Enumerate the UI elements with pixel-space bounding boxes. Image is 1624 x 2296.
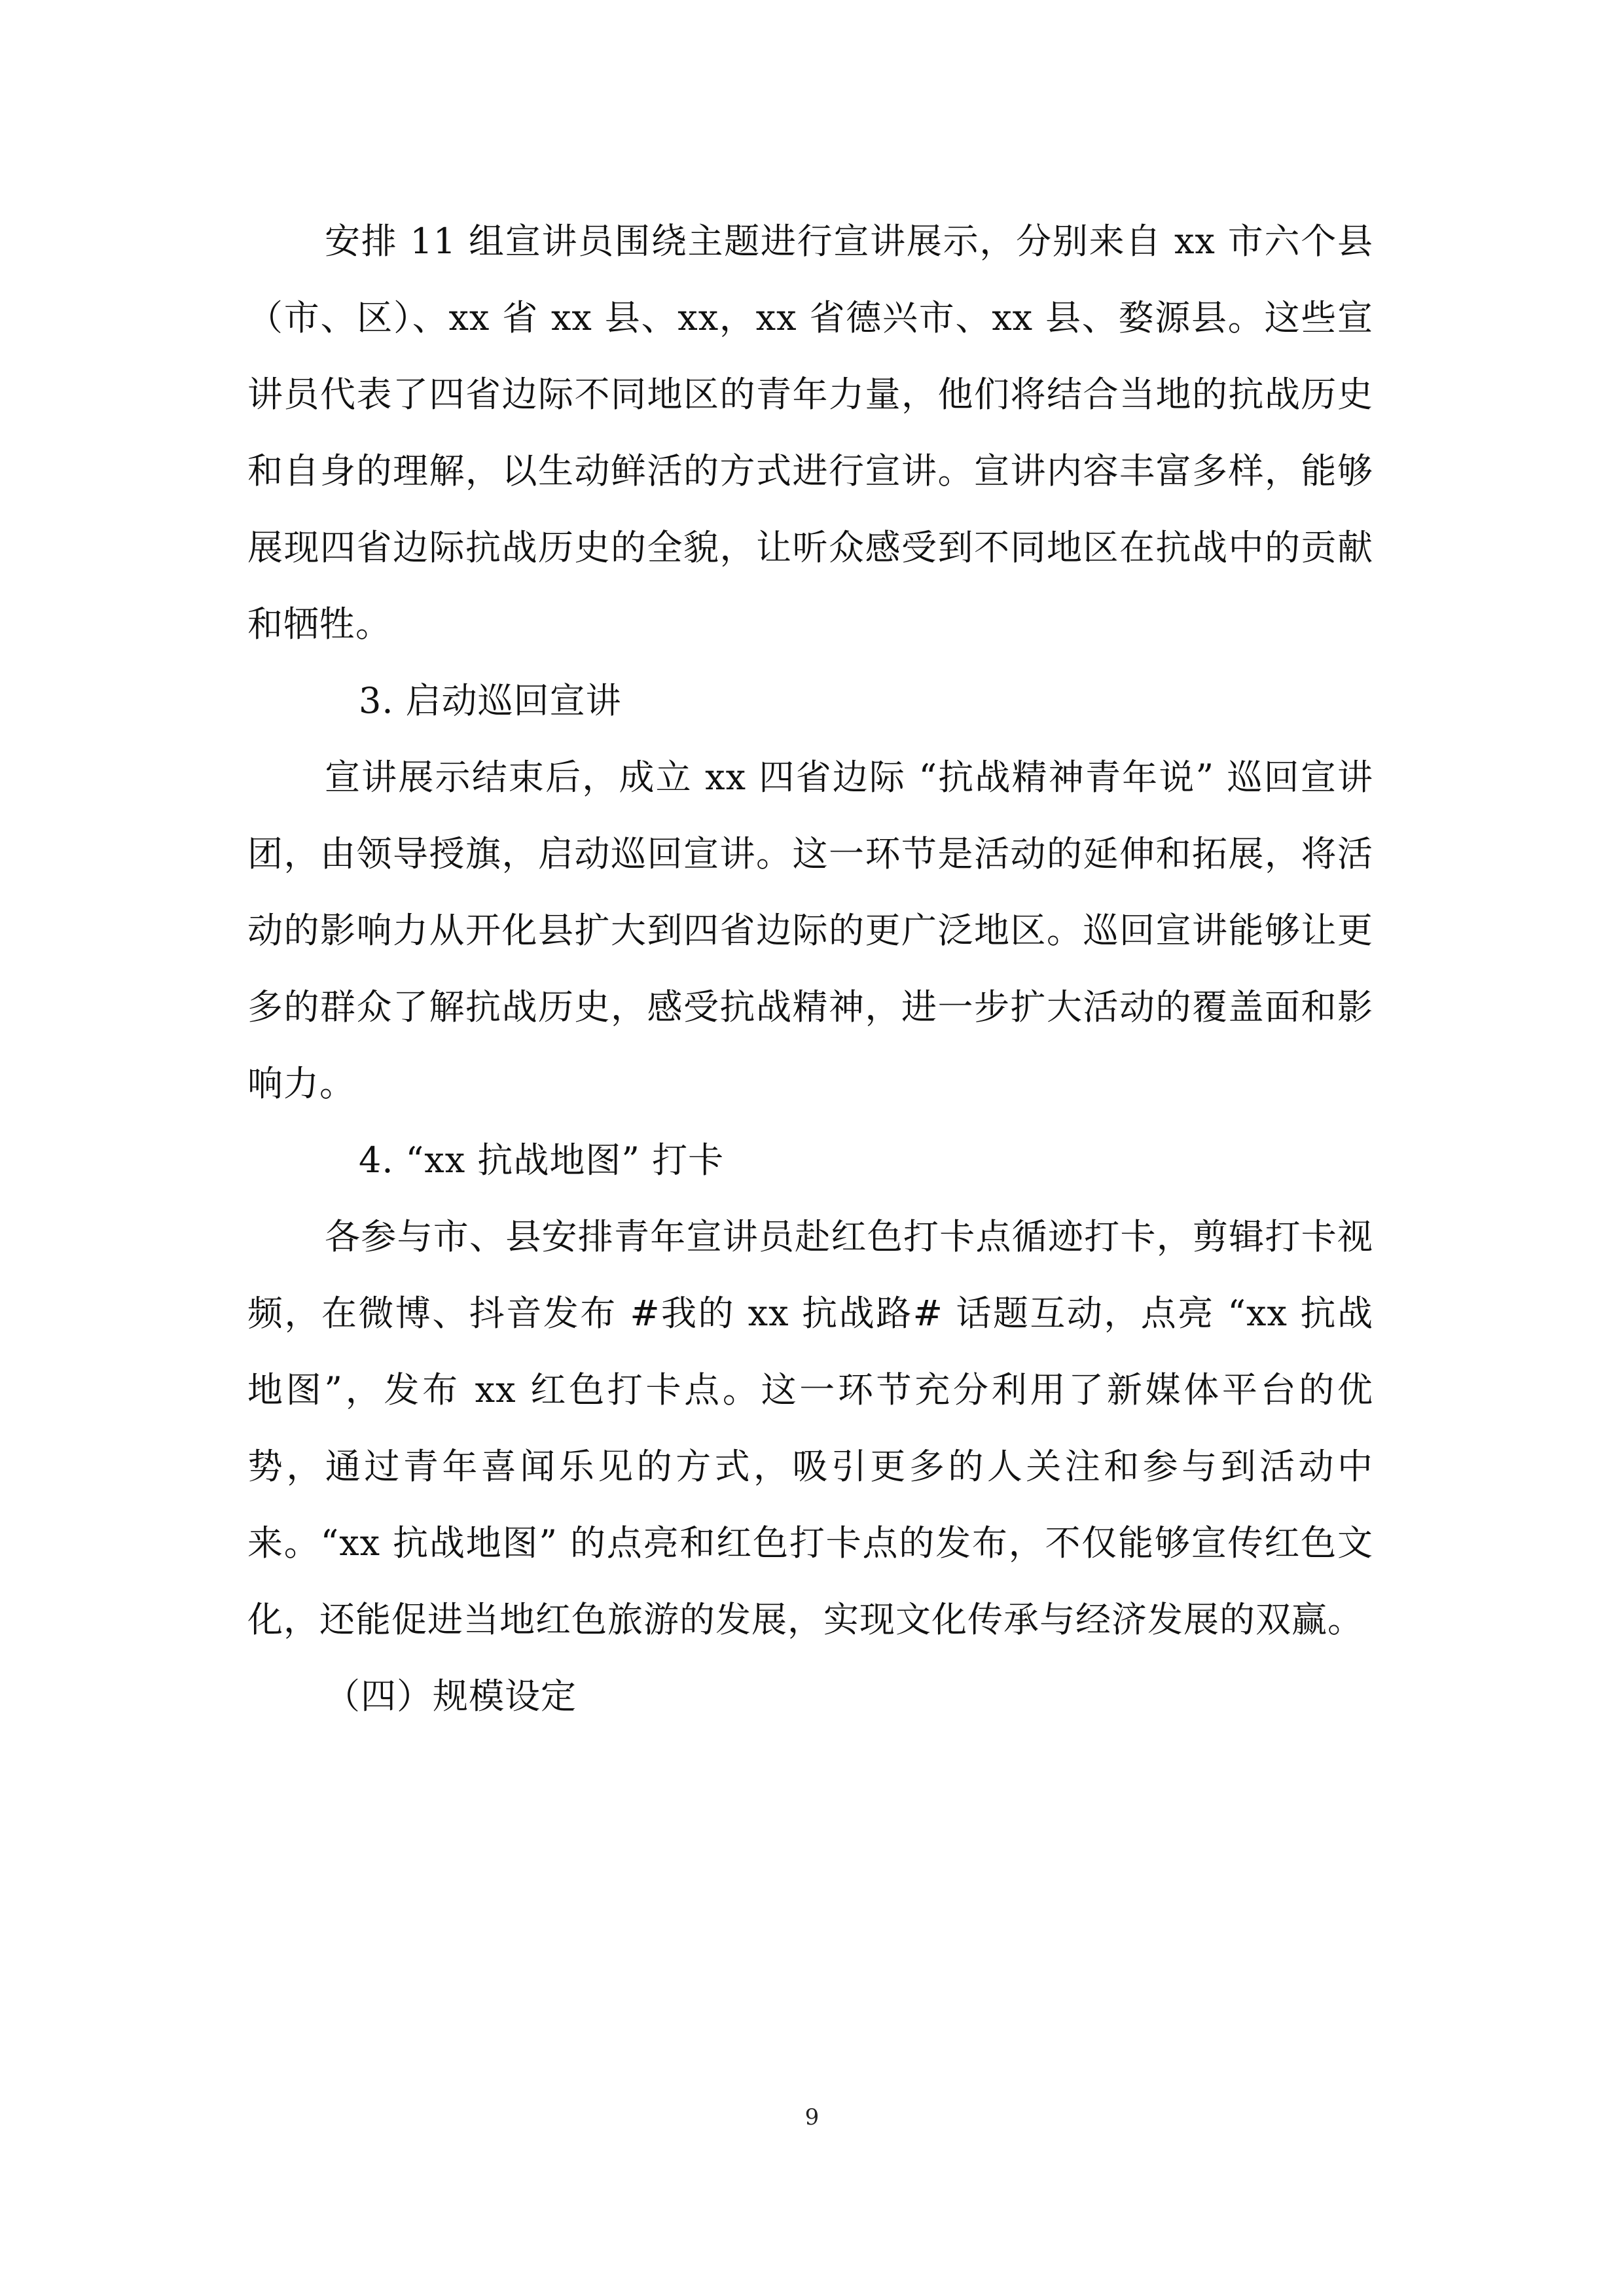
paragraph-touring-lectures: 宣讲展示结束后，成立 xx 四省边际 “抗战精神青年说” 巡回宣讲团，由领导授旗，启动巡回宣讲。这一环节是活动的延伸和拓展，将活动的影响力从开化县扩大到四省边际的更广泛地区。巡回宣讲能够让更多的群众了解抗战历史，感受抗战精神，进一步扩大活动的覆盖面和影响力。 xyxy=(247,757,1373,1104)
document-body xyxy=(247,203,1373,1734)
page-number: 9 xyxy=(804,2104,820,2130)
heading-scale-setting: （四）规模设定 xyxy=(325,1676,577,1717)
paragraph-speaker-showcase: 安排 11 组宣讲员围绕主题进行宣讲展示，分别来自 xx 市六个县（市、区）、xx 省 xx 县、xx，xx 省德兴市、xx 县、婺源县。这些宣讲员代表了四省边际不同地区的青年力量，他们将结合当地的抗战历史和自身的理解，以生动鲜活的方式进行宣讲。宣讲内容丰富多样，能够展现四省边际抗战历史的全貌，让听众感受到不同地区在抗战中的贡献和牺牲。 xyxy=(247,221,1373,645)
heading-war-map-checkin: 4. “xx 抗战地图” 打卡 xyxy=(359,1139,725,1181)
paragraph-war-map-checkin: 各参与市、县安排青年宣讲员赴红色打卡点循迹打卡，剪辑打卡视频，在微博、抖音发布 #我的 xx 抗战路# 话题互动，点亮 “xx 抗战地图”，发布 xx 红色打卡点。这一环节充分利用了新媒体平台的优势，通过青年喜闻乐见的方式，吸引更多的人关注和参与到活动中来。“xx 抗战地图” 的点亮和红色打卡点的发布，不仅能够宣传红色文化，还能促进当地红色旅游的发展，实现文化传承与经济发展的双赢。 xyxy=(247,1216,1373,1640)
heading-touring-lectures: 3. 启动巡回宣讲 xyxy=(359,680,622,721)
